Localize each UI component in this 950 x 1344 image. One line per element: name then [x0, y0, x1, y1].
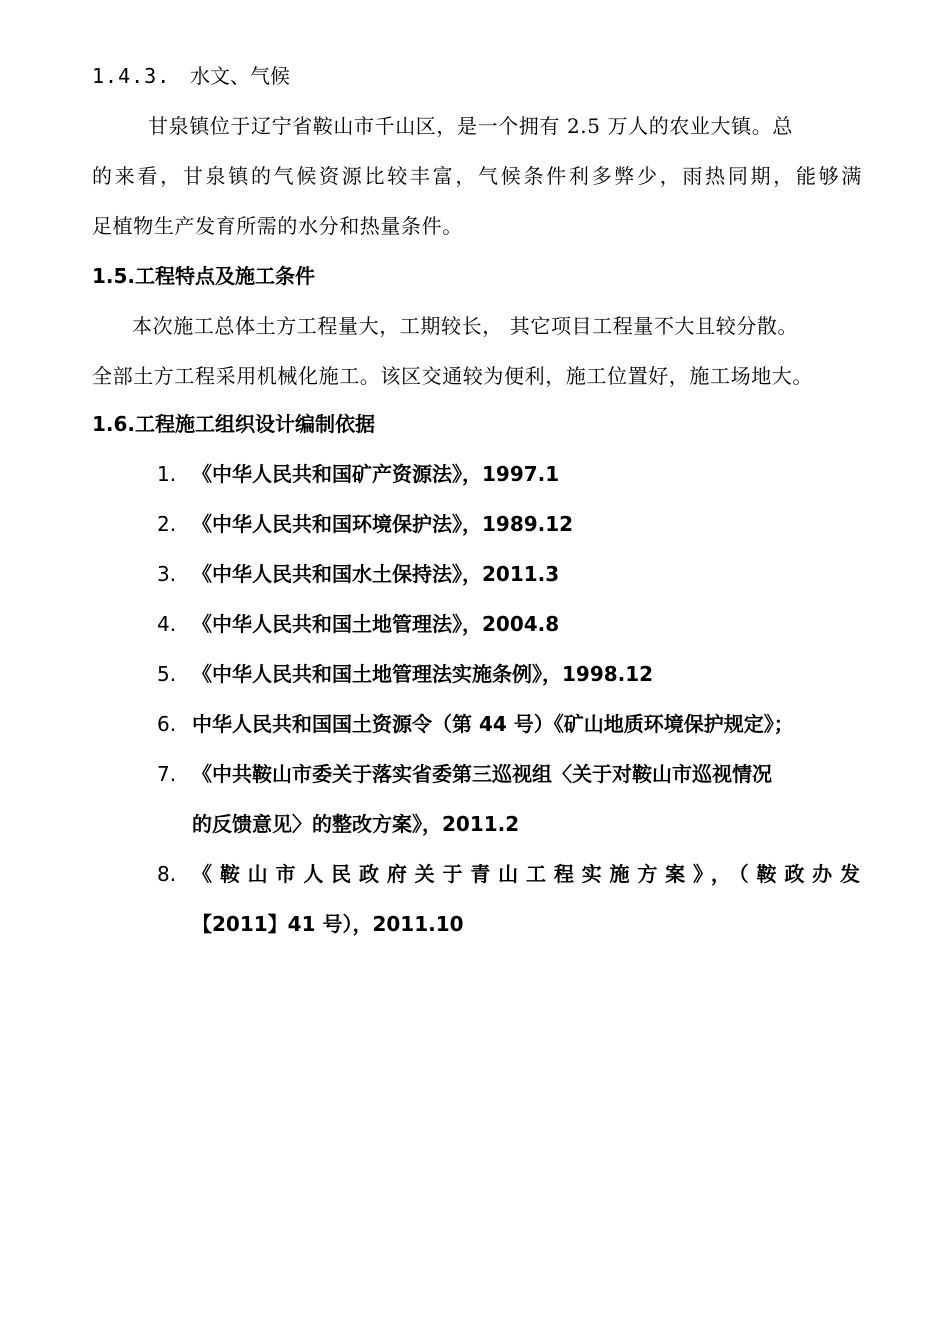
list-item-text: 《中华人民共和国水土保持法》，2011.3 — [192, 562, 560, 586]
list-item-text: 《中华人民共和国土地管理法》，2004.8 — [192, 612, 560, 636]
list-item-number: 4. — [157, 612, 177, 636]
list-item-number: 6. — [157, 712, 177, 736]
section-number: 1.4.3. — [92, 64, 171, 88]
paragraph-climate-line-1: 甘泉镇位于辽宁省鞍山市千山区，是一个拥有 2.5 万人的农业大镇。总 — [148, 114, 793, 138]
list-item-continuation: 的反馈意见〉的整改方案》，2011.2 — [192, 812, 520, 836]
section-title: 水文、气候 — [190, 64, 290, 88]
list-item-text: 中华人民共和国国土资源令（第 44 号）《矿山地质环境保护规定》； — [192, 712, 794, 736]
section-heading-1-5: 1.5.工程特点及施工条件 — [92, 264, 316, 288]
list-item-number: 5. — [157, 662, 177, 686]
paragraph-climate-line-3: 足植物生产发育所需的水分和热量条件。 — [92, 214, 463, 238]
list-item-number: 1. — [157, 462, 177, 486]
list-item-text: 《中华人民共和国矿产资源法》，1997.1 — [192, 462, 560, 486]
section-heading-1-4-3 — [92, 62, 862, 90]
list-item-number: 3. — [157, 562, 177, 586]
list-item-text: 《中华人民共和国土地管理法实施条例》，1998.12 — [192, 662, 654, 686]
section-heading-1-6: 1.6.工程施工组织设计编制依据 — [92, 412, 376, 436]
list-item-number: 2. — [157, 512, 177, 536]
paragraph-climate-line-2: 的来看，甘泉镇的气候资源比较丰富，气候条件利多弊少，雨热同期，能够满 — [92, 164, 862, 188]
list-item-continuation: 【2011】41 号），2011.10 — [192, 912, 464, 936]
list-item-text: 《鞍山市人民政府关于青山工程实施方案》，（鞍政办发 — [192, 862, 860, 886]
list-item-text: 《中共鞍山市委关于落实省委第三巡视组〈关于对鞍山市巡视情况 — [192, 762, 772, 786]
paragraph-conditions-line-1: 本次施工总体土方工程量大，工期较长， 其它项目工程量不大且较分散。 — [132, 314, 799, 338]
list-item-text: 《中华人民共和国环境保护法》，1989.12 — [192, 512, 574, 536]
paragraph-conditions-line-2: 全部土方工程采用机械化施工。该区交通较为便利，施工位置好，施工场地大。 — [92, 364, 813, 388]
list-item-number: 8. — [157, 862, 177, 886]
list-item-number: 7. — [157, 762, 177, 786]
